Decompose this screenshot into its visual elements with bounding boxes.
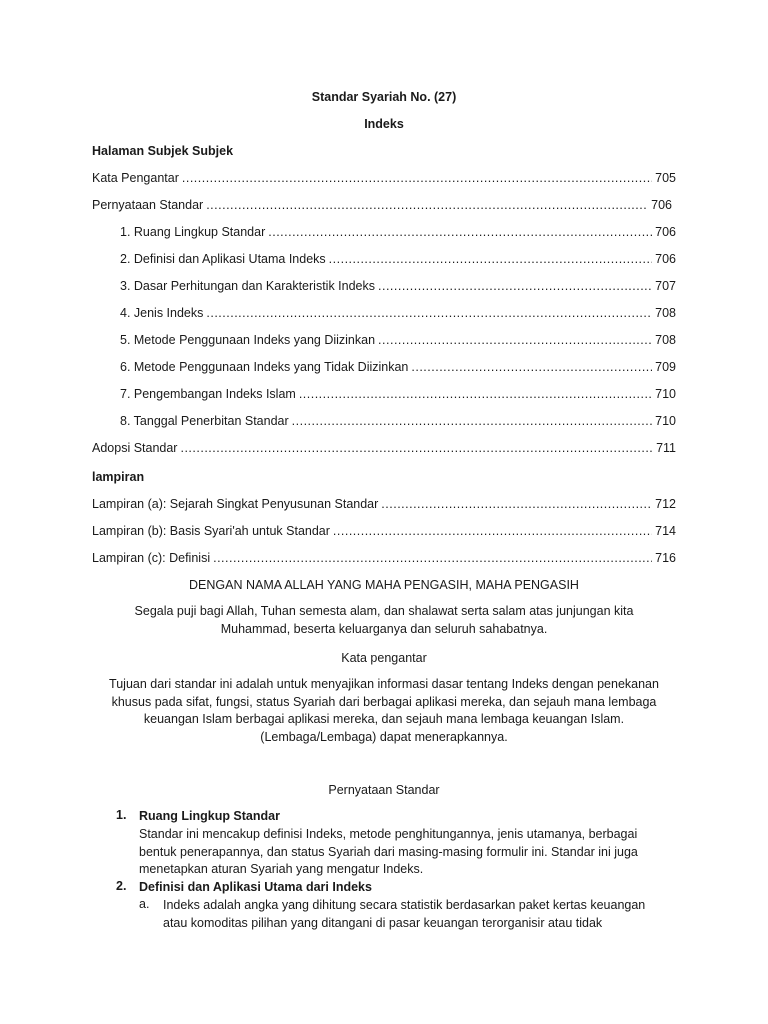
- toc-leader: [299, 386, 652, 402]
- toc-entry[interactable]: [92, 197, 672, 213]
- toc-entry-page: 707: [655, 279, 676, 293]
- section-number: 2.: [116, 879, 127, 893]
- toc-entry-page: 706: [655, 225, 676, 239]
- praise-line: Muhammad, beserta keluarganya dan seluruh sahabatnya.: [220, 621, 548, 636]
- toc-leader: [268, 224, 652, 240]
- toc-leader: [180, 440, 653, 456]
- toc-entry[interactable]: [92, 170, 676, 186]
- doc-title: Standar Syariah No. (27): [311, 90, 457, 104]
- foreword-line: keuangan Islam berbagai aplikasi mereka, dan sejauh mana lembaga keuangan Islam.: [143, 712, 625, 726]
- toc-entry[interactable]: [120, 305, 676, 321]
- toc-leader: [329, 251, 652, 267]
- toc-entry-label: 6. Metode Penggunaan Indeks yang Tidak Diizinkan: [120, 360, 409, 374]
- subsection-letter: a.: [139, 897, 150, 911]
- praise-paragraph: [92, 603, 676, 638]
- toc-leader: [378, 278, 652, 294]
- appendix-entry-label: Lampiran (c): Definisi: [92, 551, 211, 565]
- section-line: bentuk penerapannya, dan status Syariah dari masing-masing formulir ini. Standar ini juga: [139, 844, 638, 859]
- toc-entry[interactable]: [120, 278, 676, 294]
- section-line: menetapkan aturan Syariah yang mengatur Indeks.: [139, 862, 424, 876]
- appendix-entry-page: 712: [655, 497, 676, 511]
- toc-entry[interactable]: [120, 359, 676, 375]
- foreword-paragraph: [80, 676, 688, 746]
- toc-entry[interactable]: [92, 440, 676, 456]
- toc-entry-page: 711: [656, 441, 676, 455]
- toc-leader: [333, 523, 652, 539]
- section-body: [139, 826, 638, 879]
- subsection-body: [163, 897, 645, 932]
- toc-entry[interactable]: [120, 332, 676, 348]
- toc-entry-label: 4. Jenis Indeks: [120, 306, 204, 320]
- toc-leader: [378, 332, 652, 348]
- foreword-line: Tujuan dari standar ini adalah untuk menyajikan informasi dasar tentang Indeks dengan penekanan: [109, 677, 659, 691]
- appendix-entry-page: 714: [655, 524, 676, 538]
- basmala: DENGAN NAMA ALLAH YANG MAHA PENGASIH, MAHA PENGASIH: [189, 578, 579, 592]
- appendix-entry-page: 716: [655, 551, 676, 565]
- section-title: Ruang Lingkup Standar: [139, 809, 280, 823]
- toc-header: Halaman Subjek Subjek: [92, 144, 234, 158]
- foreword-title: Kata pengantar: [341, 651, 427, 665]
- toc-entry-label: 5. Metode Penggunaan Indeks yang Diizinkan: [120, 333, 376, 347]
- toc-entry-page: 710: [655, 387, 676, 401]
- toc-entry[interactable]: [120, 251, 676, 267]
- appendix-entry[interactable]: [92, 496, 676, 512]
- toc-entry-label: Adopsi Standar: [92, 441, 178, 455]
- praise-line: Segala puji bagi Allah, Tuhan semesta alam, dan shalawat serta salam atas junjungan kita: [134, 604, 634, 618]
- section-line: Standar ini mencakup definisi Indeks, metode penghitungannya, jenis utamanya, berbagai: [139, 827, 638, 841]
- toc-entry[interactable]: [120, 413, 676, 429]
- toc-entry-page: 710: [655, 414, 676, 428]
- statement-title: Pernyataan Standar: [328, 783, 440, 797]
- toc-leader: [292, 413, 652, 429]
- toc-entry-label: 3. Dasar Perhitungan dan Karakteristik Indeks: [120, 279, 375, 293]
- foreword-line: (Lembaga/Lembaga) dapat menerapkannya.: [260, 729, 508, 744]
- toc-entry-page: 709: [655, 360, 676, 374]
- subsection-line: atau komoditas pilihan yang ditangani di pasar keuangan terorganisir atau tidak: [163, 915, 603, 930]
- index-title: Indeks: [364, 117, 404, 131]
- section-title: Definisi dan Aplikasi Utama dari Indeks: [139, 880, 372, 894]
- toc-entry[interactable]: [120, 224, 676, 240]
- toc-entry-page: 708: [655, 333, 676, 347]
- toc-entry-page: 708: [655, 306, 676, 320]
- toc-entry-label: 8. Tanggal Penerbitan Standar: [120, 414, 289, 428]
- appendix-entry-label: Lampiran (b): Basis Syari'ah untuk Standar: [92, 524, 330, 538]
- toc-entry-page: 705: [655, 171, 676, 185]
- subsection-line: Indeks adalah angka yang dihitung secara statistik berdasarkan paket kertas keuangan: [163, 898, 646, 912]
- toc-entry-label: Pernyataan Standar: [92, 198, 204, 212]
- toc-entry-label: Kata Pengantar: [92, 171, 179, 185]
- toc-entry-label: 2. Definisi dan Aplikasi Utama Indeks: [120, 252, 326, 266]
- toc-entry-page: 706: [651, 198, 672, 212]
- toc-leader: [213, 550, 652, 566]
- section-number: 1.: [116, 808, 127, 822]
- foreword-line: khusus pada sifat, fungsi, status Syariah dari berbagai aplikasi mereka, dan sejauh mana lembaga: [111, 694, 657, 709]
- toc-entry-label: 7. Pengembangan Indeks Islam: [120, 387, 296, 401]
- toc-entry-label: 1. Ruang Lingkup Standar: [120, 225, 266, 239]
- toc-leader: [206, 305, 652, 321]
- appendix-entry[interactable]: [92, 550, 676, 566]
- appendix-entry[interactable]: [92, 523, 676, 539]
- toc-entry-page: 706: [655, 252, 676, 266]
- toc-leader: [206, 197, 648, 213]
- toc-leader: [411, 359, 652, 375]
- toc-leader: [182, 170, 652, 186]
- toc-entry[interactable]: [120, 386, 676, 402]
- appendix-entry-label: Lampiran (a): Sejarah Singkat Penyusunan Standar: [92, 497, 379, 511]
- appendix-header: lampiran: [92, 470, 145, 484]
- toc-leader: [381, 496, 652, 512]
